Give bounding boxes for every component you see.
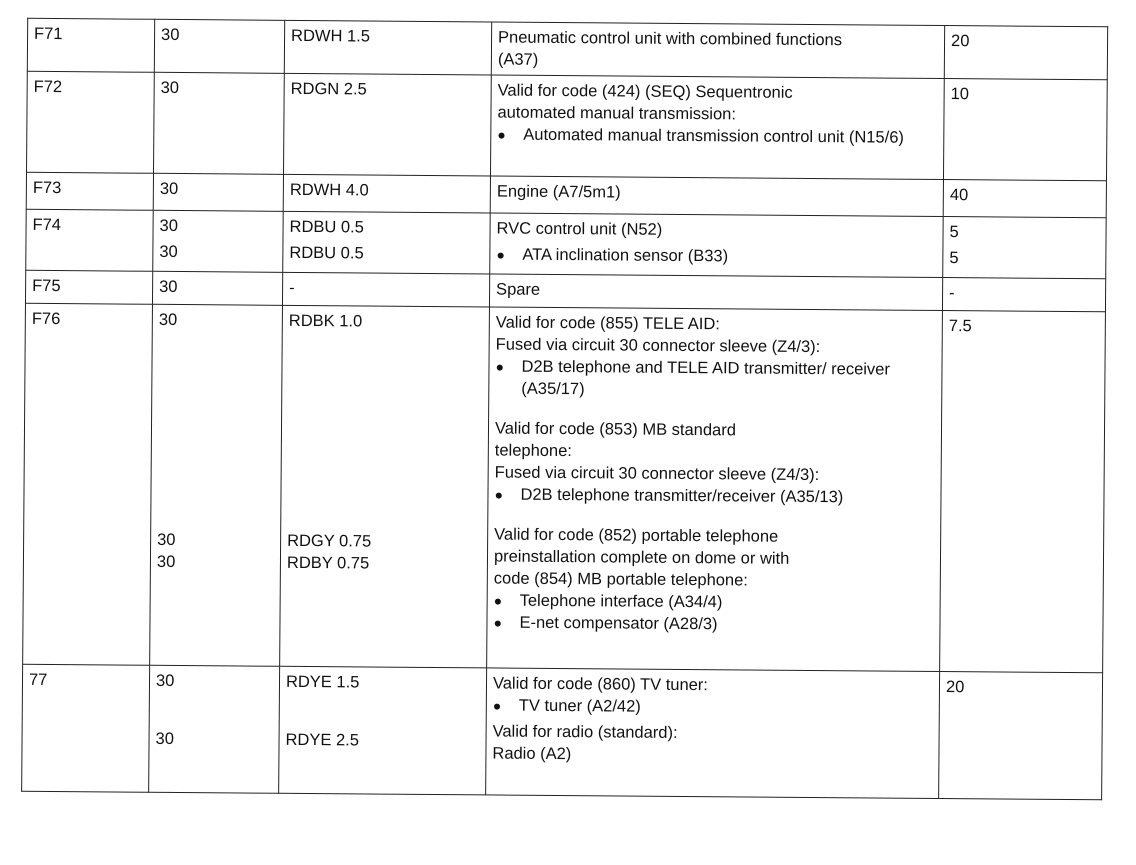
description-line: Spare [496,280,541,299]
amperage-cell [943,217,1106,279]
amperage-cell [940,311,1106,673]
fuse-number-cell [27,71,155,173]
amperage-cell [943,180,1106,218]
description-line: Valid for radio (standard): [492,722,678,742]
circuit: 30 [157,530,176,549]
circuit: 30 [161,25,180,44]
circuit: 30 [156,552,176,571]
fuse-number: F73 [32,178,62,198]
fuse-number-cell [26,209,153,271]
description-cell [491,22,944,79]
description-cell [490,75,944,180]
wire-color-size: RDBU 0.5 [289,243,364,263]
bullet-icon: ● [496,246,505,263]
amperage: 5 [949,223,959,242]
description-cell [490,176,943,217]
bullet-item [496,243,936,268]
description-line: Radio (A2) [492,744,572,764]
bullet-item [495,355,935,402]
wire-color-size: RDGY 0.75 [287,531,372,551]
circuit-cell [149,665,280,793]
bullet-text: D2B telephone transmitter/receiver (A35/13) [520,485,844,507]
description-line: preinstallation complete on dome or with [493,547,790,568]
amperage: 7.5 [948,317,972,336]
description-line: Valid for code (424) (SEQ) Sequentronic [497,81,793,102]
description-cell [489,274,942,311]
bullet-icon: ● [492,697,502,714]
fuse-number-cell [26,172,153,210]
amperage: 40 [949,186,969,205]
circuit-cell [152,271,282,305]
fuse-number: 77 [28,670,48,689]
circuit: 30 [159,242,178,261]
amperage: 10 [950,85,970,104]
circuit: 30 [155,671,175,690]
bullet-icon: ● [493,614,503,631]
description-line: Fused via circuit 30 connector sleeve (Z4/3): [495,335,821,357]
amperage-cell [942,278,1105,312]
bullet-item [493,611,933,636]
bullet-text: E-net compensator (A28/3) [519,613,718,634]
bullet-icon: ● [497,126,506,143]
wire-color-size: RDWH 4.0 [289,180,369,200]
table-row [23,303,1106,672]
description-line: telephone: [494,441,572,461]
fuse-number: F72 [33,77,63,97]
circuit: 30 [160,78,180,97]
bullet-icon: ● [493,592,503,609]
description-line: Valid for code (855) TELE AID: [495,313,720,334]
circuit-cell [154,72,285,174]
description-line: Valid for code (853) MB standard [494,419,736,440]
circuit: 30 [159,216,179,235]
description-line: RVC control unit (N52) [496,219,663,239]
amperage: 20 [945,678,965,697]
description-line: Valid for code (852) portable telephone [494,525,779,546]
bullet-text: ATA inclination sensor (B33) [522,245,729,266]
fuse-number-cell [27,18,154,72]
wire-color-size: RDYE 1.5 [285,672,360,692]
fuse-table [21,18,1108,800]
circuit-cell [153,173,283,211]
amperage-cell [944,26,1107,80]
fuse-number-cell [23,303,153,665]
wire-cell [283,211,490,274]
wire-color-size: RDWH 1.5 [291,26,370,46]
wire-cell [280,305,490,668]
bullet-icon: ● [494,486,504,503]
fuse-number: F71 [34,24,63,44]
description-block [494,417,935,508]
bullet-item [494,483,934,508]
wire-color-size: RDBY 0.75 [286,553,370,573]
fuse-number: F76 [31,309,61,329]
bullet-text: TV tuner (A2/42) [518,696,641,716]
table-row [27,71,1108,180]
description-line: code (854) MB portable telephone: [493,569,748,590]
description-line: Engine (A7/5m1) [496,182,621,202]
circuit: 30 [159,277,178,296]
circuit: 30 [158,310,178,329]
fuse-number-cell [22,664,150,792]
wire-color-size: RDGN 2.5 [290,79,367,99]
bullet-icon: ● [495,358,505,375]
wire-color-size: RDYE 2.5 [285,730,360,750]
description-line: Pneumatic control unit with combined functions [498,28,843,50]
description-line: (A37) [497,50,539,69]
amperage: - [949,284,955,303]
circuit: 30 [155,729,174,748]
wire-color-size: RDBK 1.0 [288,311,363,331]
description-line: automated manual transmission: [497,103,737,124]
description-cell [487,307,943,672]
description-cell [490,213,943,278]
wire-cell [284,20,491,75]
wire-color-size: RDBU 0.5 [289,217,364,237]
wire-cell [279,666,487,795]
amperage: 5 [949,249,959,268]
description-cell [486,668,940,799]
description-line: Valid for code (860) TV tuner: [492,674,708,695]
description-block [495,311,936,402]
table-row [26,209,1106,278]
amperage: 20 [950,32,970,51]
wire-cell [283,73,491,176]
fuse-number: F75 [32,276,61,296]
bullet-text: D2B telephone and TELE AID transmitter/ receiver (A35/17) [521,357,890,399]
wire-cell [283,174,490,213]
bullet-text: Telephone interface (A34/4) [519,591,723,612]
description-line: Fused via circuit 30 connector sleeve (Z4/3): [494,463,820,485]
fuse-number: F74 [32,215,62,235]
bullet-item [497,123,937,148]
wire-color-size: - [289,278,295,297]
wire-cell [282,272,489,307]
circuit-cell [150,304,283,666]
description-block [493,523,934,636]
circuit: 30 [159,179,179,198]
bullet-item [493,694,933,719]
amperage-cell [939,671,1103,799]
bullet-text: Automated manual transmission control unit (N15/6) [523,125,904,147]
circuit-cell [153,210,283,272]
table-row [27,18,1107,79]
circuit-cell [154,19,284,73]
fuse-number-cell [25,270,152,304]
amperage-cell [943,79,1107,181]
table-row [22,664,1103,799]
